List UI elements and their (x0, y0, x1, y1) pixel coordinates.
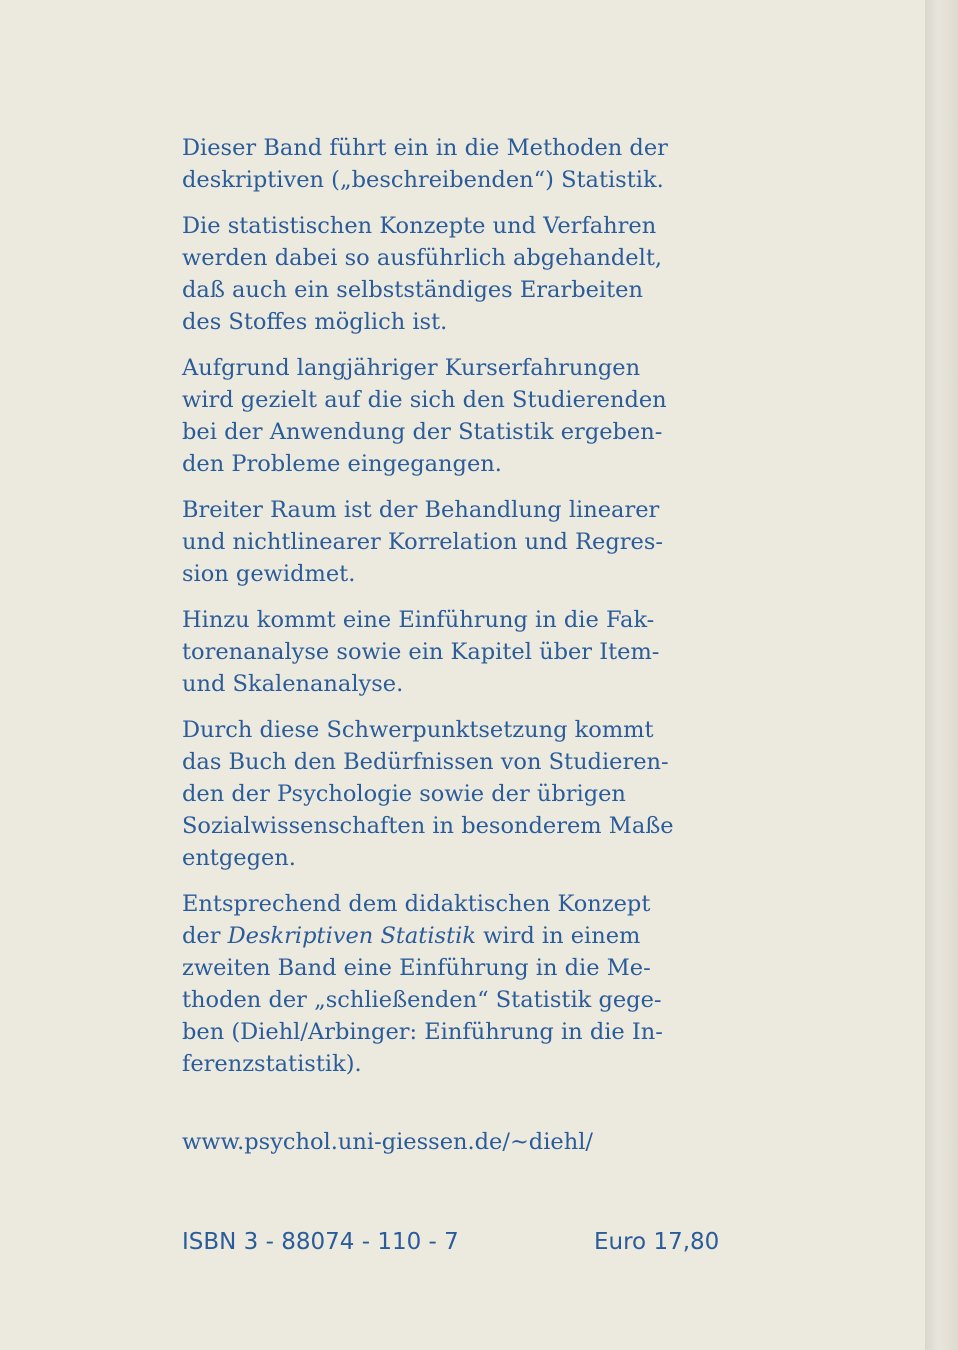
paragraph-experience: Aufgrund langjähriger Kurserfahrungen wird gezielt auf die sich den Studierenden bei der Anwendung der Statistik ergeben- den Probleme eingegangen. (182, 355, 667, 477)
paragraph-second-volume-part2: wird in einem zweiten Band eine Einführung in die Me- thoden der „schließenden“ Statistik gege- ben (Diehl/Arbinger: Einführung in die In- ferenzstatistik). (182, 923, 663, 1077)
paragraph-focus: Durch diese Schwerpunktsetzung kommt das Buch den Bedürfnissen von Studieren- den der Psychologie sowie der übrigen Sozialwissenschaften in besonderem Maße entgegen. (182, 717, 674, 871)
isbn-number: ISBN 3 - 88074 - 110 - 7 (182, 1229, 459, 1255)
blurb-text (182, 132, 782, 1094)
paragraph-concepts: Die statistischen Konzepte und Verfahren werden dabei so ausführlich abgehandelt, daß auch ein selbstständiges Erarbeiten des Stoffes möglich ist. (182, 213, 663, 335)
price-label: Euro 17,80 (594, 1229, 720, 1255)
book-title-italic: Deskriptiven Statistik (227, 923, 476, 949)
paragraph-second-volume-part1: Entsprechend dem didaktischen Konzept der (182, 891, 651, 949)
website-url[interactable]: www.psychol.uni-giessen.de/~diehl/ (182, 1129, 593, 1155)
paragraph-correlation: Breiter Raum ist der Behandlung linearer und nichtlinearer Korrelation und Regres- sion gewidmet. (182, 497, 663, 587)
cover-edge (925, 0, 958, 1350)
paragraph-factor-analysis: Hinzu kommt eine Einführung in die Fak- torenanalyse sowie ein Kapitel über Item- und Skalenanalyse. (182, 607, 660, 697)
paragraph-intro: Dieser Band führt ein in die Methoden der deskriptiven („beschreibenden“) Statistik. (182, 135, 668, 193)
paragraph-second-volume (182, 888, 782, 1080)
